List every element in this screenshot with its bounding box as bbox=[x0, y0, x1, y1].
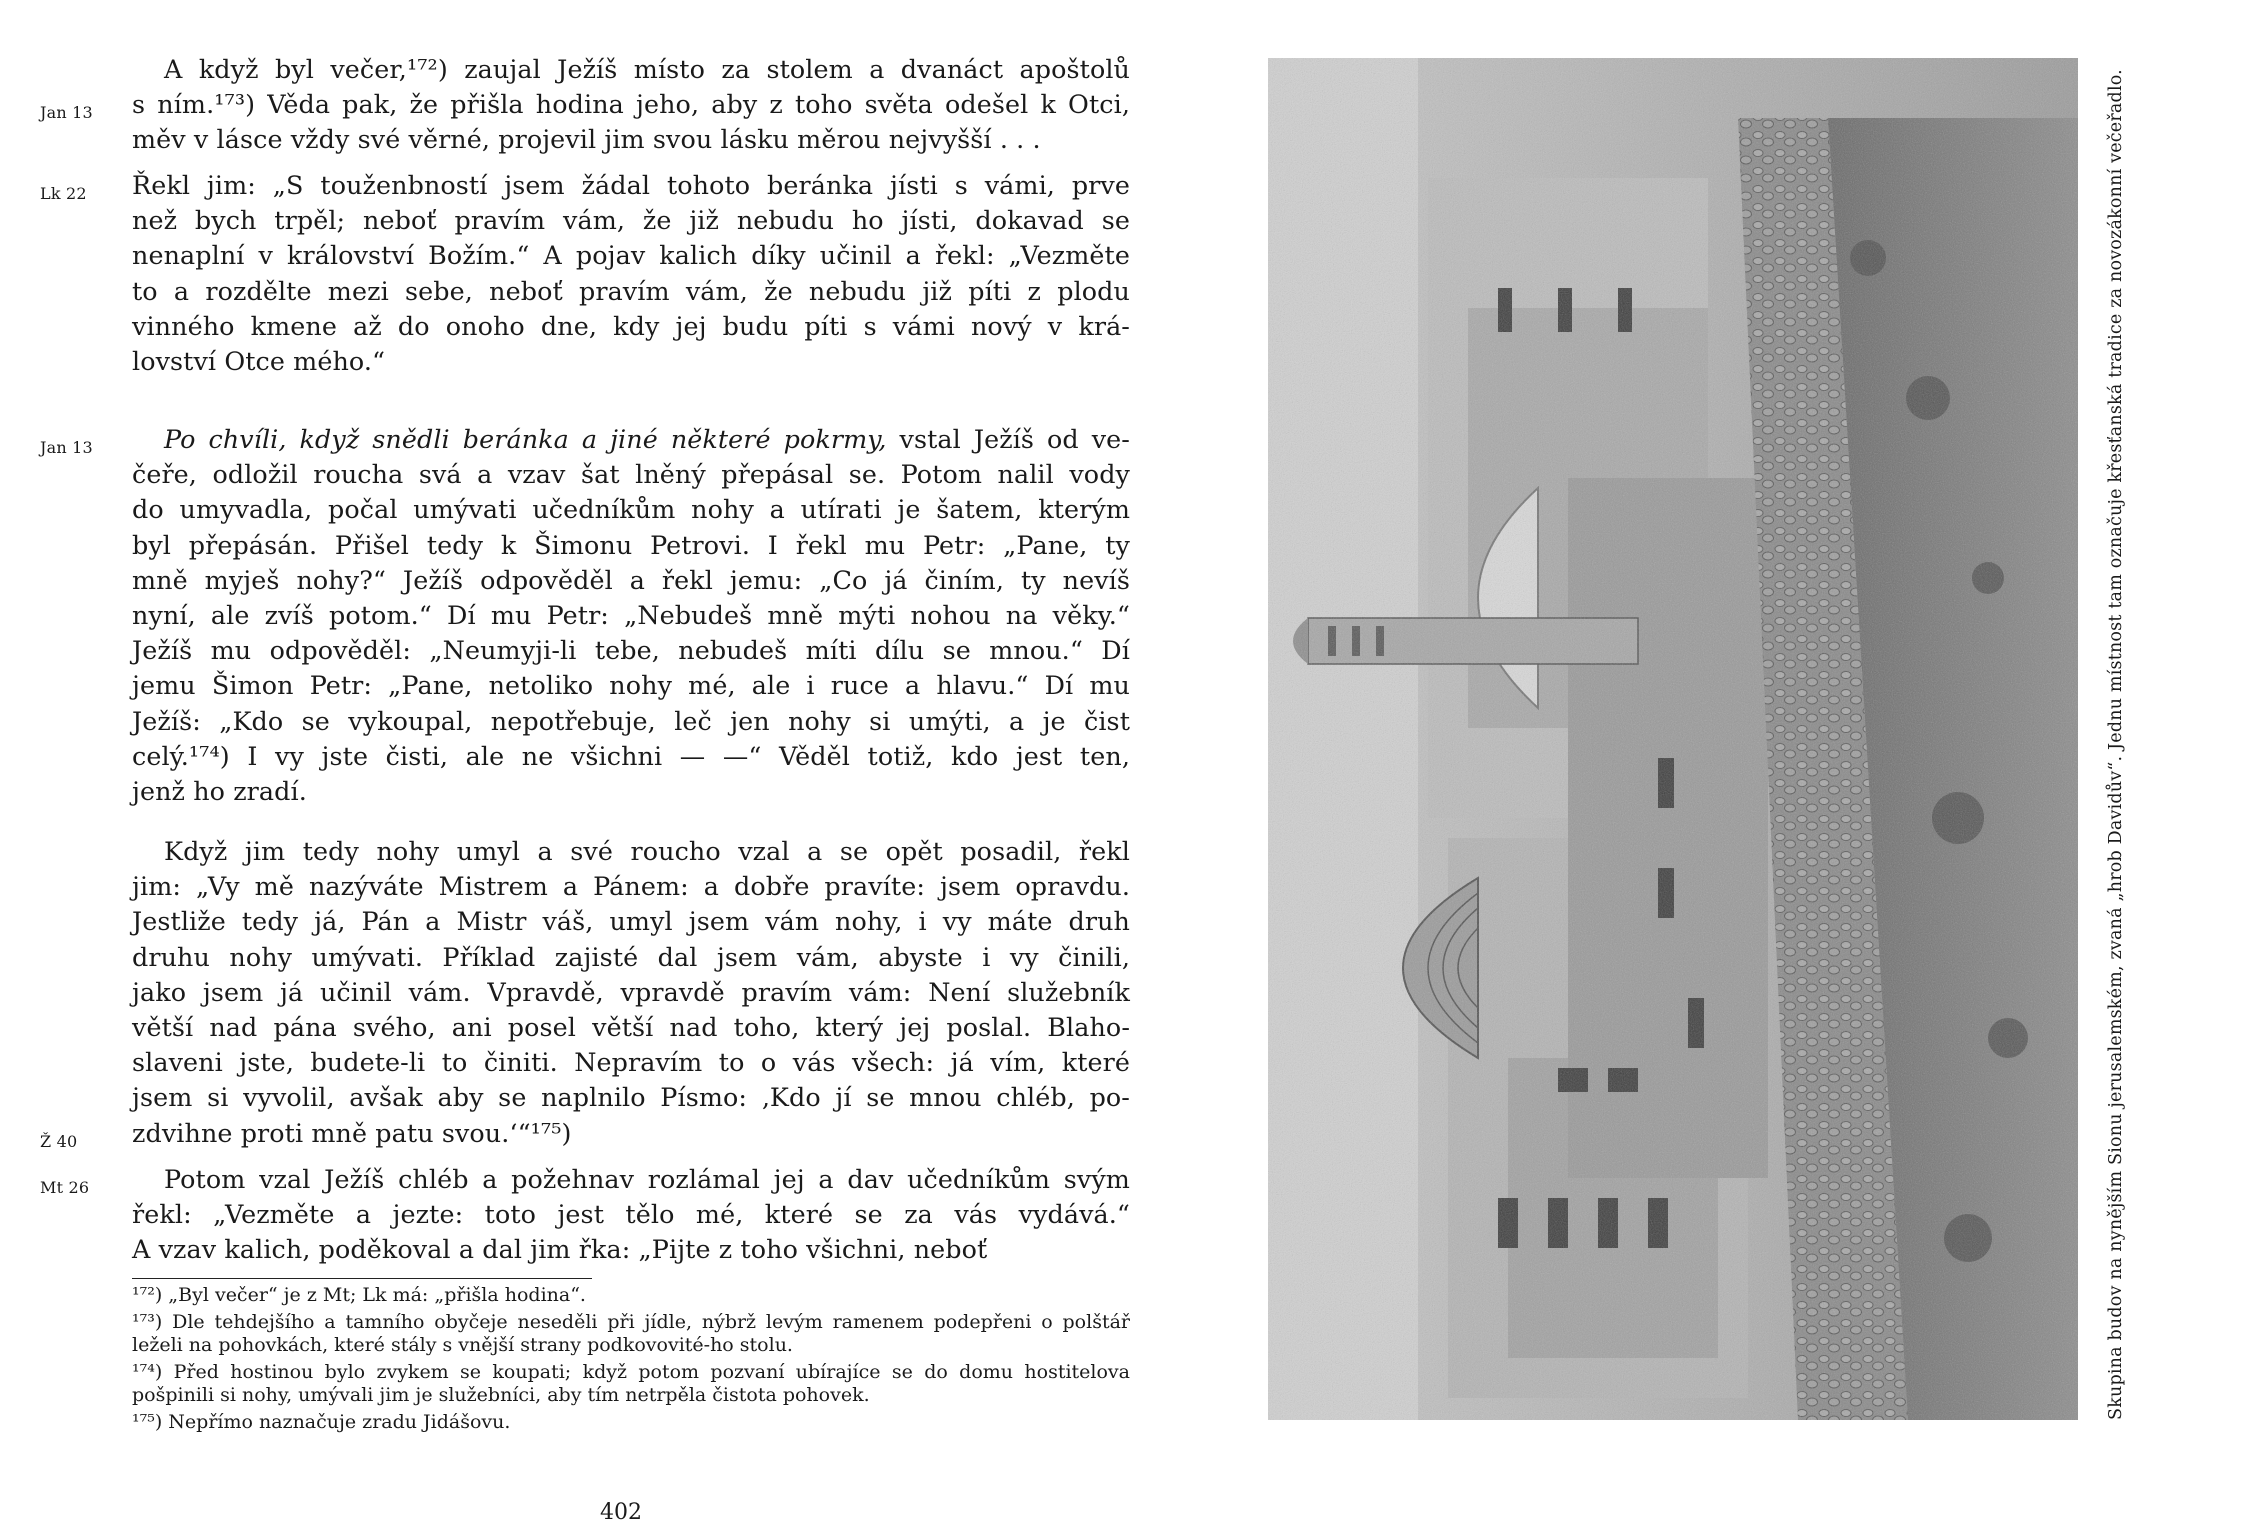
footnote-rule bbox=[132, 1278, 592, 1279]
margin-reference: Mt 26 bbox=[40, 1178, 90, 1197]
text-line: měv v lásce vždy své věrné, projevil jim svou lásku měrou nejvyšší . . . bbox=[132, 124, 1041, 155]
footnote: ¹⁷²) „Byl večer“ je z Mt; Lk má: „přišla hodina“. bbox=[132, 1284, 586, 1306]
text-line: byl přepásán. Přišel tedy k Šimonu Petrovi. I řekl mu Petr: „Pane, ty bbox=[132, 529, 1130, 560]
text-line: jemu Šimon Petr: „Pane, netoliko nohy mé, ale i ruce a hlavu.“ Dí mu bbox=[132, 670, 1130, 701]
text-line: slaveni jste, budete-li to činiti. Nepravím to o vás všech: já vím, které bbox=[132, 1047, 1130, 1078]
text-line: řekl: „Vezměte a jezte: toto jest tělo mé, které se za vás vydává.“ bbox=[132, 1199, 1130, 1230]
text-line: Ježíš mu odpověděl: „Neumyji-li tebe, nebudeš míti dílu se mnou.“ Dí bbox=[132, 635, 1130, 666]
footnotes bbox=[132, 1284, 1130, 1437]
text-line: čeře, odložil roucha svá a vzav šat lněný přepásal se. Potom nalil vody bbox=[132, 459, 1130, 490]
photo-illustration bbox=[1268, 58, 2078, 1420]
text-line: celý.¹⁷⁴) I vy jste čisti, ale ne všichni — —“ Věděl totiž, kdo jest ten, bbox=[132, 740, 1130, 771]
footnote: ¹⁷³) Dle tehdejšího a tamního obyčeje neseděli při jídle, nýbrž levým ramenem podepřeni o polštář leželi na pohovkách, které stály s vnější strany podkovovité-ho stolu. bbox=[132, 1310, 1130, 1356]
footnote: ¹⁷⁵) Nepřímo naznačuje zradu Jidášovu. bbox=[132, 1410, 511, 1433]
text-line: do umyvadla, počal umývati učedníkům nohy a utírati je šatem, kterým bbox=[132, 494, 1130, 525]
text-line: lovství Otce mého.“ bbox=[132, 346, 386, 377]
text-line: A vzav kalich, poděkoval a dal jim řka: „Pijte z toho všichni, neboť bbox=[132, 1234, 988, 1265]
text-line: Po chvíli, když snědli beránka a jiné některé pokrmy, vstal Ježíš od ve- bbox=[164, 424, 1130, 454]
text-line: jako jsem já učinil vám. Vpravdě, vpravdě pravím vám: Není služebník bbox=[132, 976, 1130, 1007]
caption-text: Skupina budov na nynějším Sionu jerusalemském, zvaná „hrob Davidův“. Jednu místnost tam označuje křesťanská tradice za novozákonní večeřadlo. bbox=[2106, 69, 2126, 1420]
text-line: mně myješ nohy?“ Ježíš odpověděl a řekl jemu: „Co já činím, ty nevíš bbox=[132, 564, 1130, 595]
text-line: zdvihne proti mně patu svou.‘“¹⁷⁵) bbox=[132, 1117, 572, 1148]
photograph-sion-buildings bbox=[1268, 58, 2078, 1420]
text-line: Řekl jim: „S touženbností jsem žádal tohoto beránka jísti s vámi, prve bbox=[132, 170, 1130, 200]
text-line: A když byl večer,¹⁷²) zaujal Ježíš místo za stolem a dvanáct apoštolů bbox=[164, 54, 1130, 84]
text-line: jsem si vyvolil, avšak aby se naplnilo Písmo: ‚Kdo jí se mnou chléb, po- bbox=[132, 1082, 1130, 1113]
text-line: nenaplní v království Božím.“ A pojav kalich díky učinil a řekl: „Vezměte bbox=[132, 240, 1130, 271]
text-line: vinného kmene až do onoho dne, kdy jej budu píti s vámi nový v krá- bbox=[132, 310, 1130, 341]
text-line: jenž ho zradí. bbox=[132, 776, 307, 807]
text-line: druhu nohy umývati. Příklad zajisté dal jsem vám, abyste i vy činili, bbox=[132, 941, 1130, 972]
text-line: Potom vzal Ježíš chléb a požehnav rozlámal jej a dav učedníkům svým bbox=[164, 1164, 1130, 1194]
left-page bbox=[40, 52, 1130, 1525]
text-line: než bych trpěl; neboť pravím vám, že již nebudu ho jísti, dokavad se bbox=[132, 205, 1130, 236]
text-line: Ježíš: „Kdo se vykoupal, nepotřebuje, leč jen nohy si umýti, a je čist bbox=[132, 705, 1130, 736]
text-line: Když jim tedy nohy umyl a své roucho vzal a se opět posadil, řekl bbox=[164, 836, 1130, 866]
margin-reference: Lk 22 bbox=[40, 184, 87, 203]
text-line: větší nad pána svého, ani posel větší nad toho, který jej poslal. Blaho- bbox=[132, 1012, 1130, 1043]
margin-reference: Jan 13 bbox=[40, 103, 93, 123]
text-line: Jestliže tedy já, Pán a Mistr váš, umyl jsem vám nohy, i vy máte druh bbox=[132, 906, 1130, 937]
footnote: ¹⁷⁴) Před hostinou bylo zvykem se koupati; když potom pozvaní ubírajíce se do domu hostitelova pošpinili si nohy, umývali jim je služebníci, aby tím netrpěla čistota pohovek. bbox=[132, 1360, 1130, 1406]
photo-caption bbox=[2092, 58, 2140, 1420]
text-line: to a rozdělte mezi sebe, neboť pravím vám, že nebudu již píti z plodu bbox=[132, 275, 1130, 306]
text-line: nyní, ale zvíš potom.“ Dí mu Petr: „Nebudeš mně mýti nohou na věky.“ bbox=[132, 600, 1130, 631]
margin-reference: Jan 13 bbox=[40, 438, 93, 457]
text-line: jim: „Vy mě nazýváte Mistrem a Pánem: a dobře pravíte: jsem opravdu. bbox=[132, 871, 1130, 902]
margin-reference: Ž 40 bbox=[40, 1131, 78, 1151]
text-line: s ním.¹⁷³) Věda pak, že přišla hodina jeho, aby z toho světa odešel k Otci, bbox=[132, 89, 1130, 120]
page-number: 402 bbox=[600, 1500, 642, 1525]
